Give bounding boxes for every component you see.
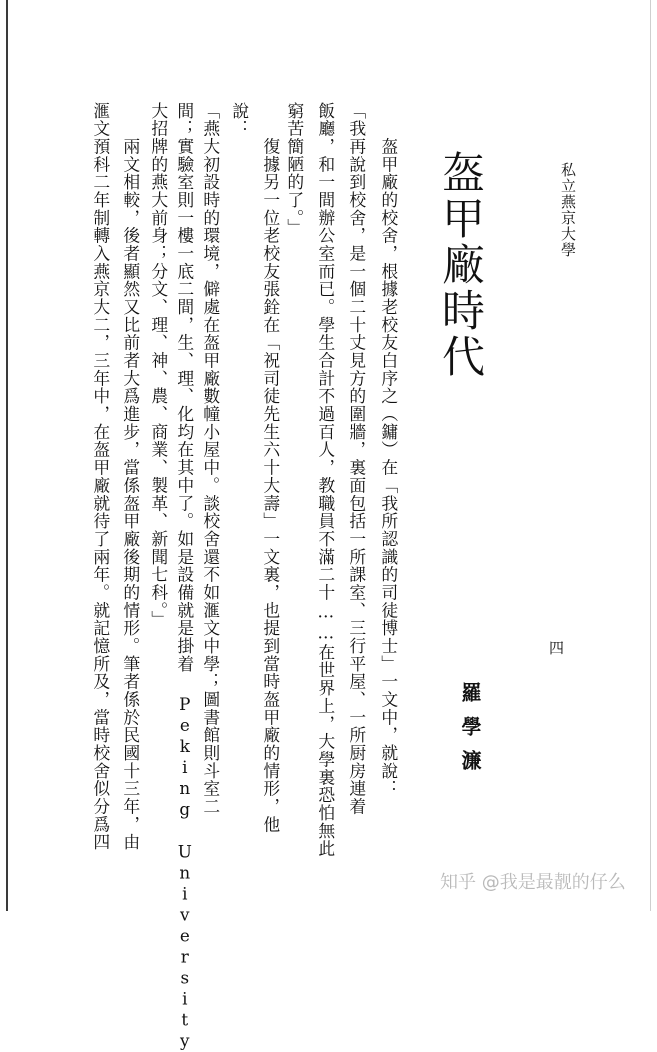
chapter-title: 盔甲廠時代 <box>435 150 485 380</box>
text-column-10: 兩文相較，後者顯然又比前者大爲進步，當係盔甲廠後期的情形。筆者係於民國十三年，由 <box>120 102 141 852</box>
author-name: 羅學濂 <box>458 682 482 784</box>
text-column-7: 「燕大初設時的環境，僻處在盔甲廠數幢小屋中。談校舍還不如滙文中學；圖書館則斗室二 <box>200 102 221 816</box>
page-left-border <box>6 0 8 911</box>
text-column-3: 飯廳，和一間辦公室而已。學生合計不過百人，教職員不滿二十……在世界上，大學裏恐怕無此 <box>315 102 336 858</box>
page-number: 四 <box>547 640 565 655</box>
text-column-11: 滙文預科二年制轉入燕京大二，三年中，在盔甲廠就待了兩年。就記憶所及，當時校舍似分爲四 <box>90 102 111 852</box>
text-column-1: 盔甲廠的校舍，根據老校友白序之（鏞）在「我所認識的司徒博士」一文中，就說： <box>378 102 399 798</box>
text-column-6: 說： <box>229 102 250 138</box>
running-head: 私立燕京大學 <box>559 162 577 258</box>
text-column-9: 大招牌的燕大前身；分文、理、神、農、商業、製革、新聞七科。」 <box>148 102 169 629</box>
text-column-4: 窮苦簡陋的了。」 <box>284 102 305 237</box>
text-column-8: 間；實驗室則一樓一底二間，生、理、化均在其中了。如是設備就是掛着 Peking University <box>174 102 195 1052</box>
page-right-border <box>650 0 651 911</box>
text-column-5: 復據另一位老校友張銓在「祝司徒先生六十大壽」一文裏，也提到當時盔甲廠的情形，他 <box>260 102 281 834</box>
watermark: 知乎 @我是最靓的仔么 <box>440 872 626 893</box>
text-column-2: 「我再說到校舍，是一個二十丈見方的圍牆，裏面包括一所課室、三行平屋、一所厨房連着 <box>346 102 367 816</box>
